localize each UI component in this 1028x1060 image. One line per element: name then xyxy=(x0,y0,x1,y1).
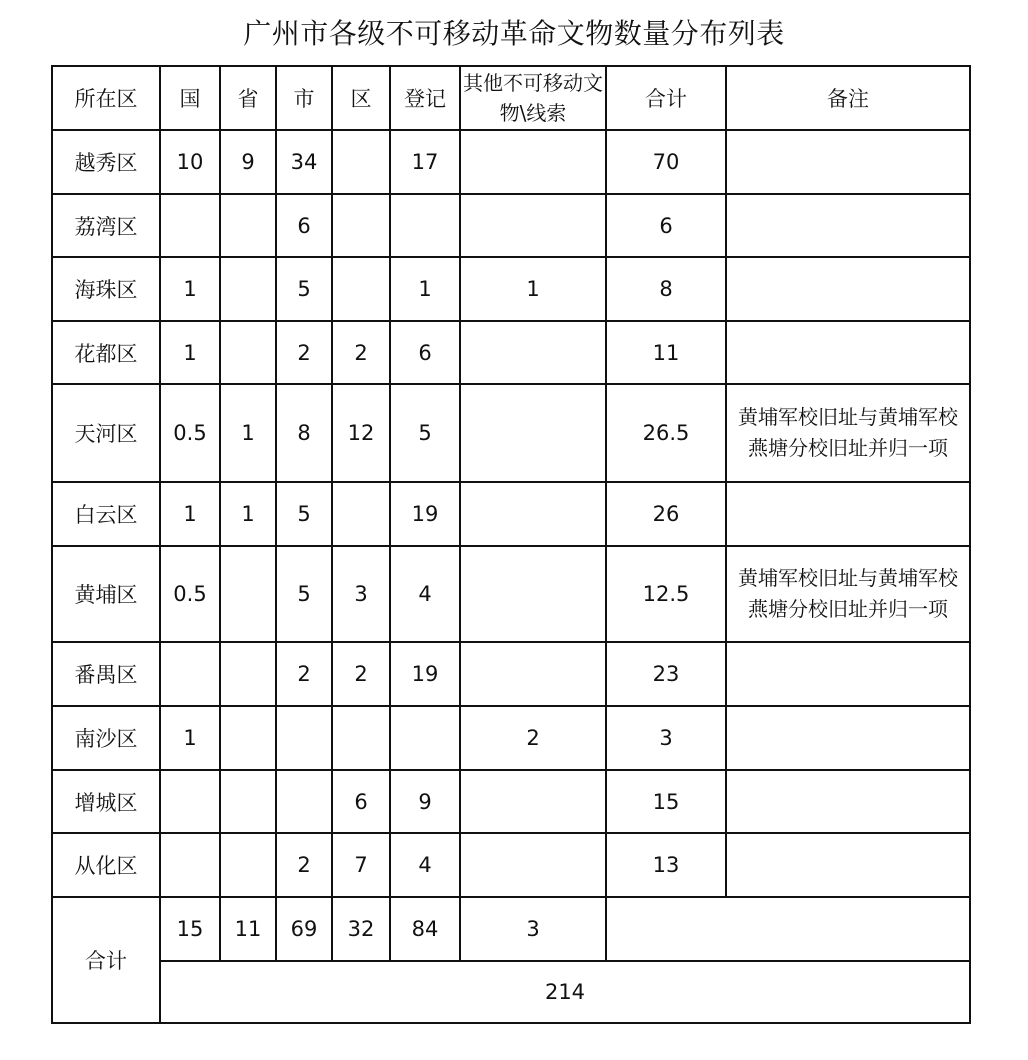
value-cell: 12 xyxy=(332,384,390,482)
table-row xyxy=(52,770,970,833)
header-cell: 登记 xyxy=(390,66,460,130)
note-cell: 黄埔军校旧址与黄埔军校燕塘分校旧址并归一项 xyxy=(726,384,970,482)
value-cell xyxy=(220,833,276,897)
district-cell: 从化区 xyxy=(52,833,160,897)
summary-value-cell: 15 xyxy=(160,897,220,961)
value-cell: 3 xyxy=(606,706,726,770)
value-cell: 4 xyxy=(390,546,460,642)
note-cell xyxy=(726,706,970,770)
value-cell xyxy=(460,833,606,897)
district-cell: 南沙区 xyxy=(52,706,160,770)
value-cell xyxy=(220,642,276,706)
value-cell xyxy=(332,482,390,546)
table-row xyxy=(52,706,970,770)
value-cell: 1 xyxy=(390,257,460,321)
value-cell xyxy=(220,194,276,257)
table-row xyxy=(52,384,970,482)
value-cell xyxy=(460,321,606,384)
district-cell: 花都区 xyxy=(52,321,160,384)
value-cell xyxy=(160,194,220,257)
summary-row xyxy=(52,897,970,961)
note-cell xyxy=(726,482,970,546)
note-cell xyxy=(726,194,970,257)
value-cell: 26 xyxy=(606,482,726,546)
value-cell xyxy=(460,546,606,642)
value-cell xyxy=(460,482,606,546)
value-cell xyxy=(220,770,276,833)
summary-value-cell: 32 xyxy=(332,897,390,961)
value-cell: 2 xyxy=(276,321,332,384)
value-cell xyxy=(220,706,276,770)
value-cell: 6 xyxy=(390,321,460,384)
value-cell xyxy=(460,642,606,706)
note-cell xyxy=(726,770,970,833)
district-cell: 海珠区 xyxy=(52,257,160,321)
value-cell: 34 xyxy=(276,130,332,194)
note-cell xyxy=(726,257,970,321)
value-cell: 2 xyxy=(276,642,332,706)
value-cell: 13 xyxy=(606,833,726,897)
note-cell xyxy=(726,642,970,706)
value-cell: 26.5 xyxy=(606,384,726,482)
value-cell: 2 xyxy=(460,706,606,770)
value-cell: 1 xyxy=(460,257,606,321)
grand-total-row xyxy=(52,961,970,1023)
header-cell: 备注 xyxy=(726,66,970,130)
header-cell: 所在区 xyxy=(52,66,160,130)
value-cell: 9 xyxy=(220,130,276,194)
value-cell xyxy=(276,770,332,833)
district-cell: 黄埔区 xyxy=(52,546,160,642)
value-cell: 6 xyxy=(606,194,726,257)
value-cell: 8 xyxy=(606,257,726,321)
value-cell xyxy=(160,770,220,833)
value-cell xyxy=(160,833,220,897)
district-cell: 番禺区 xyxy=(52,642,160,706)
value-cell xyxy=(460,194,606,257)
district-cell: 越秀区 xyxy=(52,130,160,194)
header-cell: 区 xyxy=(332,66,390,130)
note-cell xyxy=(726,321,970,384)
header-cell: 市 xyxy=(276,66,332,130)
value-cell xyxy=(332,706,390,770)
table-row xyxy=(52,194,970,257)
value-cell: 0.5 xyxy=(160,384,220,482)
summary-value-cell: 3 xyxy=(460,897,606,961)
value-cell: 19 xyxy=(390,642,460,706)
value-cell: 15 xyxy=(606,770,726,833)
note-cell xyxy=(726,130,970,194)
value-cell: 5 xyxy=(276,546,332,642)
value-cell xyxy=(332,130,390,194)
district-cell: 荔湾区 xyxy=(52,194,160,257)
value-cell: 1 xyxy=(160,706,220,770)
district-cell: 天河区 xyxy=(52,384,160,482)
grand-total-cell: 214 xyxy=(160,961,970,1023)
value-cell: 9 xyxy=(390,770,460,833)
page-title: 广州市各级不可移动革命文物数量分布列表 xyxy=(243,17,785,50)
value-cell: 10 xyxy=(160,130,220,194)
table-row xyxy=(52,833,970,897)
value-cell xyxy=(160,642,220,706)
table-row xyxy=(52,130,970,194)
summary-value-cell: 69 xyxy=(276,897,332,961)
value-cell: 7 xyxy=(332,833,390,897)
value-cell xyxy=(460,130,606,194)
value-cell xyxy=(460,384,606,482)
value-cell: 6 xyxy=(332,770,390,833)
value-cell: 23 xyxy=(606,642,726,706)
header-cell: 省 xyxy=(220,66,276,130)
value-cell: 2 xyxy=(332,642,390,706)
value-cell: 5 xyxy=(276,257,332,321)
value-cell: 11 xyxy=(606,321,726,384)
value-cell: 4 xyxy=(390,833,460,897)
table-row xyxy=(52,321,970,384)
header-cell: 国 xyxy=(160,66,220,130)
summary-label: 合计 xyxy=(52,897,160,1023)
value-cell xyxy=(390,706,460,770)
value-cell: 6 xyxy=(276,194,332,257)
value-cell: 1 xyxy=(220,384,276,482)
summary-value-cell: 84 xyxy=(390,897,460,961)
value-cell: 12.5 xyxy=(606,546,726,642)
header-cell: 其他不可移动文物\线索 xyxy=(460,66,606,130)
note-cell xyxy=(726,833,970,897)
summary-empty-cell xyxy=(606,897,970,961)
table-row xyxy=(52,546,970,642)
value-cell xyxy=(332,257,390,321)
value-cell: 2 xyxy=(276,833,332,897)
district-cell: 白云区 xyxy=(52,482,160,546)
value-cell: 5 xyxy=(276,482,332,546)
header-cell: 合计 xyxy=(606,66,726,130)
value-cell xyxy=(460,770,606,833)
value-cell xyxy=(390,194,460,257)
value-cell: 1 xyxy=(160,257,220,321)
value-cell: 8 xyxy=(276,384,332,482)
relic-table xyxy=(51,65,971,1024)
value-cell: 19 xyxy=(390,482,460,546)
value-cell: 1 xyxy=(160,482,220,546)
value-cell xyxy=(220,546,276,642)
value-cell: 1 xyxy=(160,321,220,384)
value-cell: 70 xyxy=(606,130,726,194)
value-cell xyxy=(332,194,390,257)
table-row xyxy=(52,482,970,546)
value-cell: 2 xyxy=(332,321,390,384)
table-row xyxy=(52,642,970,706)
value-cell: 0.5 xyxy=(160,546,220,642)
value-cell xyxy=(220,321,276,384)
table-row xyxy=(52,257,970,321)
value-cell: 5 xyxy=(390,384,460,482)
value-cell: 3 xyxy=(332,546,390,642)
header-row xyxy=(52,66,970,130)
note-cell: 黄埔军校旧址与黄埔军校燕塘分校旧址并归一项 xyxy=(726,546,970,642)
value-cell: 17 xyxy=(390,130,460,194)
summary-value-cell: 11 xyxy=(220,897,276,961)
value-cell xyxy=(276,706,332,770)
district-cell: 增城区 xyxy=(52,770,160,833)
value-cell: 1 xyxy=(220,482,276,546)
value-cell xyxy=(220,257,276,321)
